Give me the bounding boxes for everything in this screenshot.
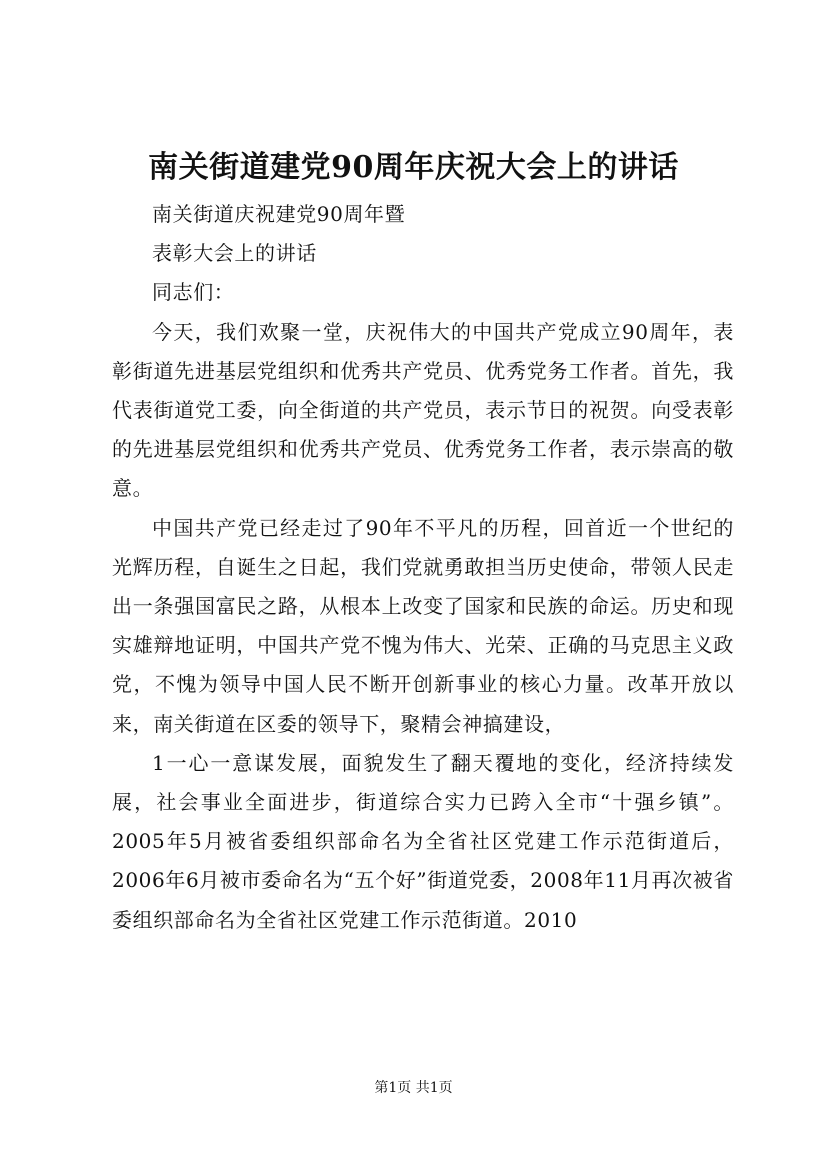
document-title: 南关街道建党90周年庆祝大会上的讲话 bbox=[148, 150, 679, 185]
paragraph-development: 1一心一意谋发展，面貌发生了翻天覆地的变化，经济持续发展，社会事业全面进步，街道综合实力已跨入全市“十强乡镇”。2005年5月被省委组织部命名为全省社区党建工作示范街道后，2006年6月被市委命名为“五个好”街道党委，2008年11月再次被省委组织部命名为全省社区党建工作示范街道。2010 bbox=[112, 750, 734, 932]
paragraph-history: 中国共产党已经走过了90年不平凡的历程，回首近一个世纪的光辉历程，自诞生之日起，我们党就勇敢担当历史使命，带领人民走出一条强国富民之路，从根本上改变了国家和民族的命运。历史和现实雄辩地证明，中国共产党不愧为伟大、光荣、正确的马克思主义政党，不愧为领导中国人民不断开创新事业的核心力量。改革开放以来，南关街道在区委的领导下，聚精会神搞建设， bbox=[112, 515, 734, 736]
page-footer: 第1页 共1页 bbox=[374, 1080, 453, 1096]
salutation: 同志们： bbox=[152, 280, 235, 305]
document-body bbox=[112, 195, 734, 940]
paragraph-opening: 今天，我们欢聚一堂，庆祝伟大的中国共产党成立90周年，表彰街道先进基层党组织和优秀共产党员、优秀党务工作者。首先，我代表街道党工委，向全街道的共产党员，表示节日的祝贺。向受表彰的先进基层党组织和优秀共产党员、优秀党务工作者，表示崇高的敬意。 bbox=[112, 319, 734, 501]
subtitle-line-1: 南关街道庆祝建党90周年暨 bbox=[152, 202, 406, 226]
subtitle-line-2: 表彰大会上的讲话 bbox=[152, 241, 317, 266]
